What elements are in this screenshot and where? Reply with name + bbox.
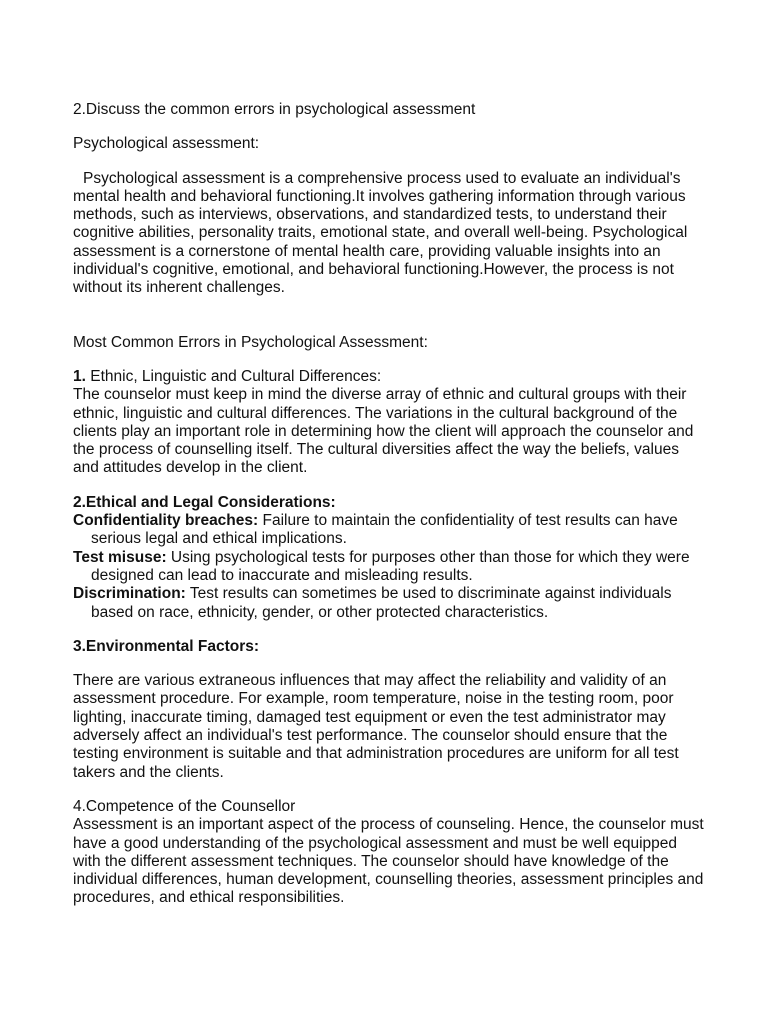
question-heading: 2.Discuss the common errors in psychological assessment [73,101,476,118]
section-3-body: There are various extraneous influences that may affect the reliability and validity of an assessment procedure. For example, room temperature, noise in the testing room, poor lighting, inaccurate timing, damaged test equipment or even the test administrator may adversely affect an individual's test performance. The counselor should ensure that the testing environment is suitable and that administration procedures are uniform for all test takers and the clients. [73,672,679,781]
item-text: Failure to maintain the confidentiality of test results can have serious legal and ethical implications. [91,512,678,548]
spacer [73,154,705,170]
section-2-item-test-misuse [73,549,705,586]
section-2-item-discrimination [73,585,705,622]
section-2-item-confidentiality [73,512,705,549]
item-term: Confidentiality breaches: [73,512,259,530]
section-1-heading [73,368,705,386]
section-1-title: Ethnic, Linguistic and Cultural Differences: [85,367,382,385]
section-1-body: The counselor must keep in mind the diverse array of ethnic and cultural groups with their ethnic, linguistic and cultural differences. The variations in the cultural background of the clients play an important role in determining how the client will approach the counselor and the process of counselling itself. The cultural diversities affect the way the beliefs, values and attitudes develop in the client. [73,386,694,477]
intro-paragraph: Psychological assessment is a comprehensive process used to evaluate an individual's mental health and behavioral functioning.It involves gathering information through various methods, such as interviews, observations, and standardized tests, to understand their cognitive abilities, personality traits, emotional state, and overall well-being. Psychological assessment is a cornerstone of mental health care, providing valuable insights into an individual's cognitive, emotional, and behavioral functioning.However, the process is not without its inherent challenges. [73,169,688,297]
spacer [73,782,705,798]
section-2-heading: 2.Ethical and Legal Considerations: [73,493,336,511]
section-3-heading: 3.Environmental Factors: [73,637,260,655]
spacer [73,352,705,368]
spacer [73,622,705,638]
section-4-heading: 4.Competence of the Counsellor [73,797,296,815]
spacer [73,298,705,334]
spacer [73,478,705,494]
spacer [73,656,705,672]
errors-heading: Most Common Errors in Psychological Assessment: [73,333,428,351]
section-1-number: 1. [73,367,86,385]
section-4-body: Assessment is an important aspect of the process of counseling. Hence, the counselor must have a good understanding of the psychological assessment and must be well equipped with the different assessment techniques. The counselor should have knowledge of the individual differences, human development, counselling theories, assessment principles and procedures, and ethical responsibilities. [73,816,704,907]
item-text: Test results can sometimes be used to discriminate against individuals based on race, ethnicity, gender, or other protected characteristics. [91,585,672,621]
item-term: Discrimination: [73,585,186,603]
intro-heading: Psychological assessment: [73,135,260,153]
item-term: Test misuse: [73,548,167,566]
spacer [73,119,705,135]
item-text: Using psychological tests for purposes other than those for which they were designed can lead to inaccurate and misleading results. [91,548,690,584]
document-page [73,101,705,908]
